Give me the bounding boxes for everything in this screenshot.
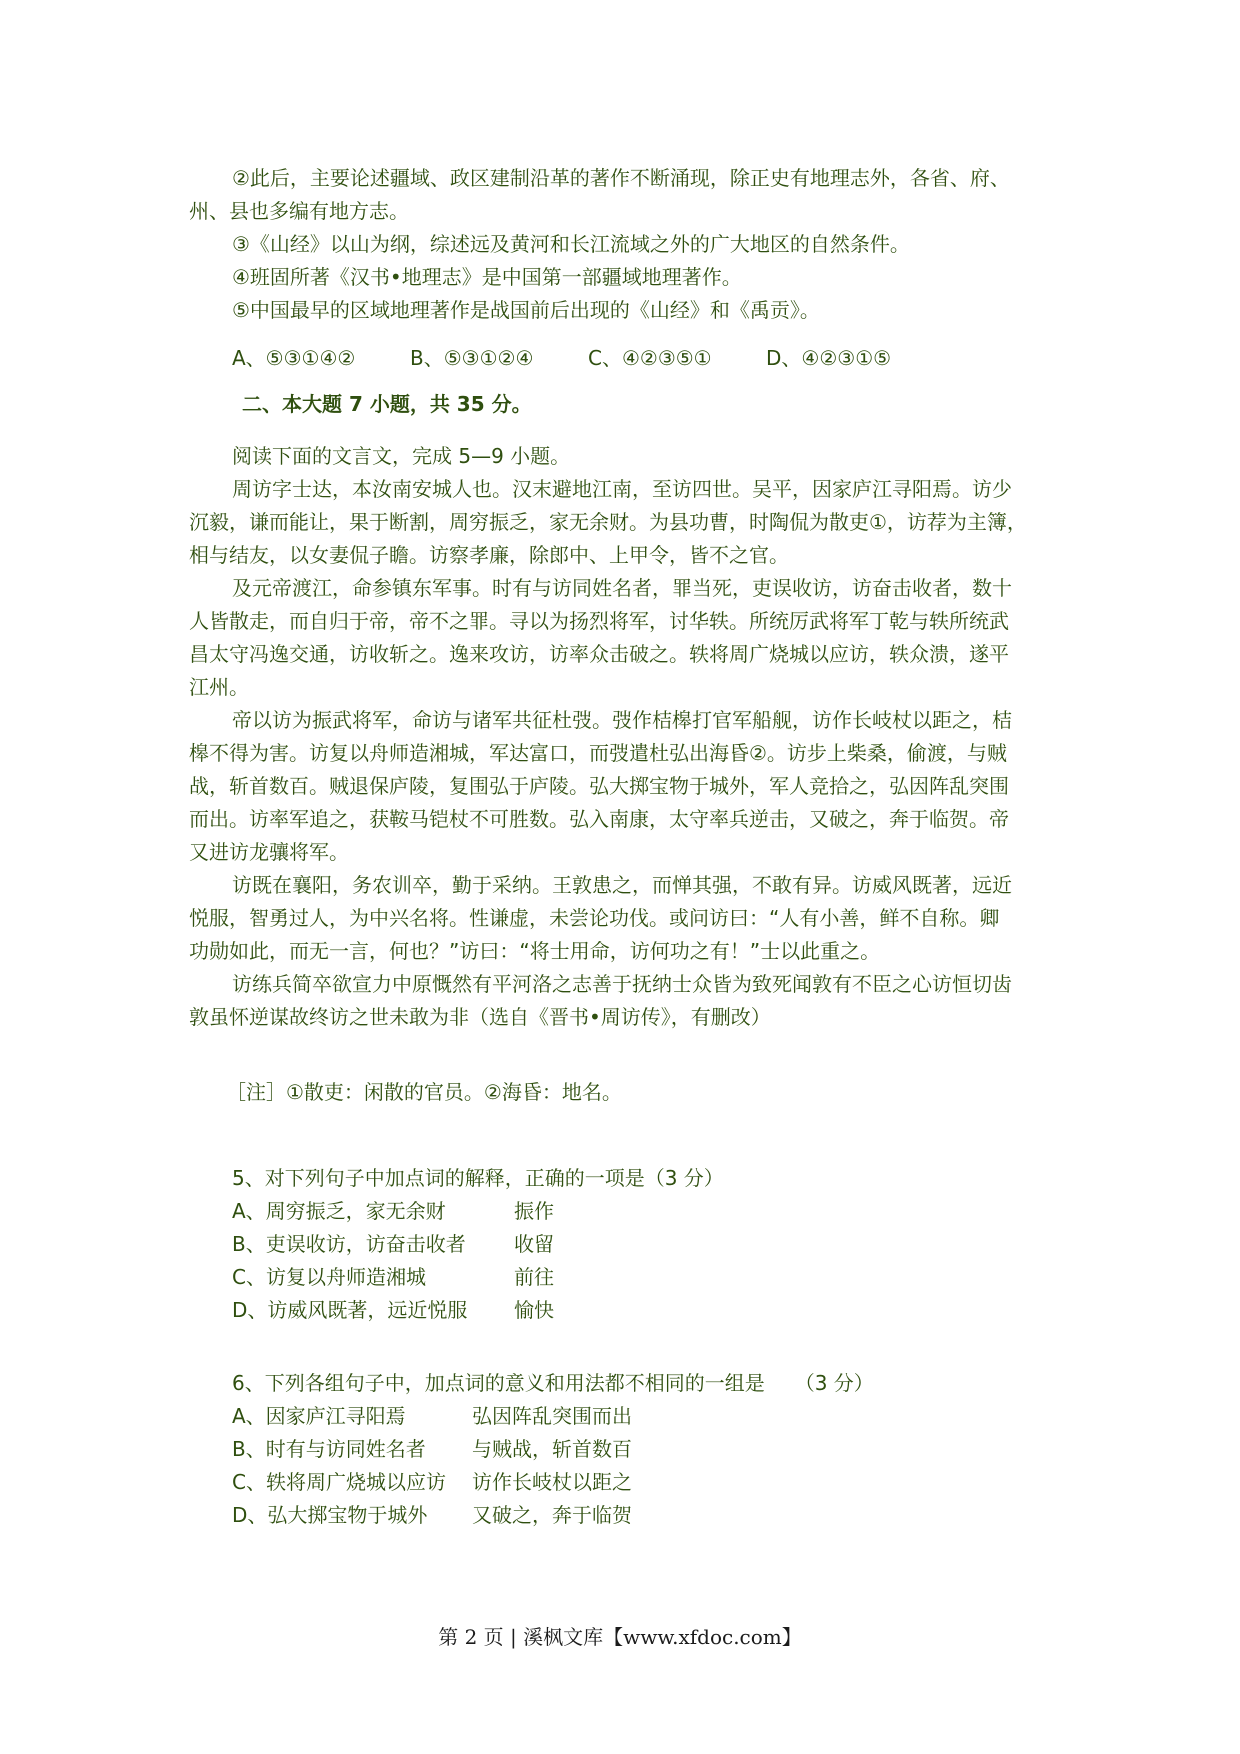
q5-option-b-sentence: B、吏误收访，访奋击收者 bbox=[232, 1232, 466, 1256]
passage-line: 相与结友，以女妻侃子瞻。访察孝廉，除郎中、上甲令，皆不之官。 bbox=[189, 543, 789, 567]
q6-option-a-left: A、因家庐江寻阳焉 bbox=[232, 1404, 406, 1428]
passage-line: 槔不得为害。访复以舟师造湘城，军达富口，而弢遣杜弘出海昏②。访步上柴桑，偷渡，与贼 bbox=[189, 741, 1007, 765]
passage-line: 昌太守冯逸交通，访收斩之。逸来攻访，访率众击破之。轶将周广烧城以应访，轶众溃，遂平 bbox=[189, 642, 1009, 666]
q5-option-a-meaning: 振作 bbox=[514, 1199, 554, 1223]
q5-option-c-sentence: C、访复以舟师造湘城 bbox=[232, 1265, 426, 1289]
q6-option-b-right: 与贼战，斩首数百 bbox=[472, 1437, 632, 1461]
q6-option-c-right: 访作长岐杖以距之 bbox=[472, 1470, 632, 1494]
passage-note: ［注］①散吏：闲散的官员。②海昏：地名。 bbox=[226, 1080, 622, 1104]
q4-option-b: B、⑤③①②④ bbox=[410, 346, 534, 370]
passage-line: 功勋如此，而无一言，何也？”访曰：“将士用命，访何功之有！”士以此重之。 bbox=[189, 939, 881, 963]
passage-line: 帝以访为振武将军，命访与诸军共征杜弢。弢作桔槔打官军船舰，访作长岐杖以距之，桔 bbox=[232, 708, 1012, 732]
q6-option-a-right: 弘因阵乱突围而出 bbox=[472, 1404, 632, 1428]
q5-stem: 5、对下列句子中加点词的解释，正确的一项是（3 分） bbox=[232, 1166, 724, 1190]
q6-stem: 6、下列各组句子中，加点词的意义和用法都不相同的一组是 （3 分） bbox=[232, 1371, 874, 1395]
q4-option-d: D、④②③①⑤ bbox=[766, 346, 892, 370]
passage-line: 悦服，智勇过人，为中兴名将。性谦虚，未尝论功伐。或问访曰：“人有小善，鲜不自称。卿 bbox=[189, 906, 1000, 930]
passage-line: 人皆散走，而自归于帝，帝不之罪。寻以为扬烈将军，讨华轶。所统厉武将军丁乾与轶所统武 bbox=[189, 609, 1009, 633]
passage-instruction: 阅读下面的文言文，完成 5—9 小题。 bbox=[232, 444, 571, 468]
q5-option-d-sentence: D、访威风既著，远近悦服 bbox=[232, 1298, 468, 1322]
q5-option-c-meaning: 前往 bbox=[514, 1265, 554, 1289]
passage-line: 而出。访率军追之，获鞍马铠杖不可胜数。弘入南康，太守率兵逆击，又破之，奔于临贺。帝 bbox=[189, 807, 1009, 831]
q5-option-a-sentence: A、周穷振乏，家无余财 bbox=[232, 1199, 446, 1223]
statement-2-line-2: 州、县也多编有地方志。 bbox=[189, 199, 409, 223]
passage-line: 周访字士达，本汝南安城人也。汉末避地江南，至访四世。吴平，因家庐江寻阳焉。访少 bbox=[232, 477, 1012, 501]
q6-option-c-left: C、轶将周广烧城以应访 bbox=[232, 1470, 446, 1494]
section-heading: 二、本大题 7 小题，共 35 分。 bbox=[242, 392, 532, 416]
passage-line: 及元帝渡江，命参镇东军事。时有与访同姓名者，罪当死，吏误收访，访奋击收者，数十 bbox=[232, 576, 1012, 600]
passage-line: 又进访龙骧将军。 bbox=[189, 840, 349, 864]
page-footer: 第 2 页 | 溪枫文库【www.xfdoc.com】 bbox=[438, 1625, 802, 1649]
q6-option-d-left: D、弘大掷宝物于城外 bbox=[232, 1503, 428, 1527]
passage-line: 访练兵简卒欲宣力中原慨然有平河洛之志善于抚纳士众皆为致死闻敦有不臣之心访恒切齿 bbox=[232, 972, 1012, 996]
passage-line: 战，斩首数百。贼退保庐陵，复围弘于庐陵。弘大掷宝物于城外，军人竞拾之，弘因阵乱突围 bbox=[189, 774, 1009, 798]
passage-line: 江州。 bbox=[189, 675, 249, 699]
passage-line: 访既在襄阳，务农训卒，勤于采纳。王敦患之，而惮其强，不敢有异。访威风既著，远近 bbox=[232, 873, 1012, 897]
statement-2-line-1: ②此后，主要论述疆域、政区建制沿革的著作不断涌现，除正史有地理志外，各省、府、 bbox=[232, 166, 1010, 190]
q5-option-d-meaning: 愉快 bbox=[514, 1298, 554, 1322]
statement-5: ⑤中国最早的区域地理著作是战国前后出现的《山经》和《禹贡》。 bbox=[232, 298, 820, 322]
q5-option-b-meaning: 收留 bbox=[514, 1232, 554, 1256]
passage-line: 沉毅，谦而能让，果于断割，周穷振乏，家无余财。为县功曹，时陶侃为散吏①，访荐为主簿， bbox=[189, 510, 1027, 534]
q4-option-c: C、④②③⑤① bbox=[588, 346, 712, 370]
q6-option-d-right: 又破之，奔于临贺 bbox=[472, 1503, 632, 1527]
q6-option-b-left: B、时有与访同姓名者 bbox=[232, 1437, 426, 1461]
statement-4: ④班固所著《汉书•地理志》是中国第一部疆域地理著作。 bbox=[232, 265, 742, 289]
q4-option-a: A、⑤③①④② bbox=[232, 346, 356, 370]
passage-line: 敦虽怀逆谋故终访之世未敢为非（选自《晋书•周访传》，有删改） bbox=[189, 1005, 771, 1029]
statement-3: ③《山经》以山为纲，综述远及黄河和长江流域之外的广大地区的自然条件。 bbox=[232, 232, 910, 256]
